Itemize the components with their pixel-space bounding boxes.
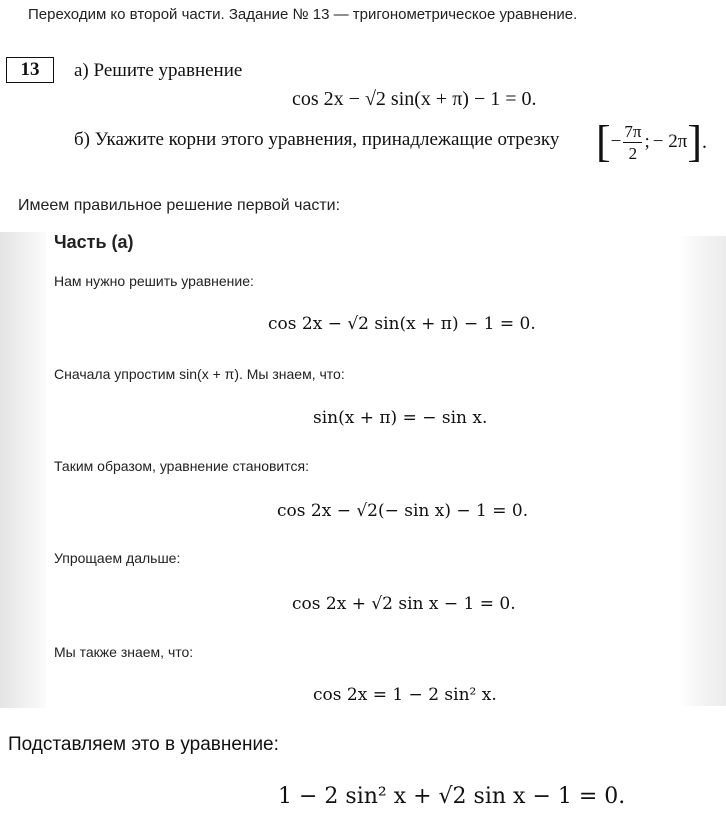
part-b-label: б) Укажите корни этого уравнения, принадлежащие отрезку [74,129,560,150]
interval-right-bracket: ] [687,117,702,166]
interval-numerator: 7π [624,121,642,141]
part-a-label: а) Решите уравнение [74,60,243,81]
step-1-equation: cos 2x − √2 sin(x + π) − 1 = 0. [268,314,536,334]
final-equation: 1 − 2 sin² x + √2 sin x − 1 = 0. [278,784,626,809]
solution-right-shadow [678,236,726,706]
step-5-text: Мы также знаем, что: [54,644,194,660]
step-4-equation: cos 2x + √2 sin x − 1 = 0. [292,594,516,614]
step-2-equation: sin(x + π) = − sin x. [313,408,488,428]
task-equation: cos 2x − √2 sin(x + π) − 1 = 0. [292,88,537,110]
interval-fraction [623,123,642,162]
intro-text: Переходим ко второй части. Задание № 13 — тригонометрическое уравнение. [28,6,578,23]
interval-left-sign: − [610,131,622,152]
step-1-text: Нам нужно решить уравнение: [54,273,254,289]
task-number-box: 13 [6,57,54,83]
have-text: Имеем правильное решение первой части: [18,197,341,214]
step-2-text: Сначала упростим sin(x + π). Мы знаем, что: [54,366,345,382]
interval-separator: ; [644,131,650,152]
interval-right: − 2π [652,131,688,152]
interval-denominator: 2 [628,143,638,163]
interval: [ − $\frac{7\pi}{2}$ ; − 2π ] . [596,117,707,166]
solution-title: Часть (а) [54,232,134,252]
solution-left-shadow [0,232,46,708]
step-3-text: Таким образом, уравнение становится: [54,458,309,474]
step-5-equation: cos 2x = 1 − 2 sin² x. [313,685,497,705]
interval-left-bracket: [ [596,117,611,166]
after-text: Подставляем это в уравнение: [8,734,279,755]
step-3-equation: cos 2x − √2(− sin x) − 1 = 0. [277,501,529,521]
step-4-text: Упрощаем дальше: [54,550,181,566]
